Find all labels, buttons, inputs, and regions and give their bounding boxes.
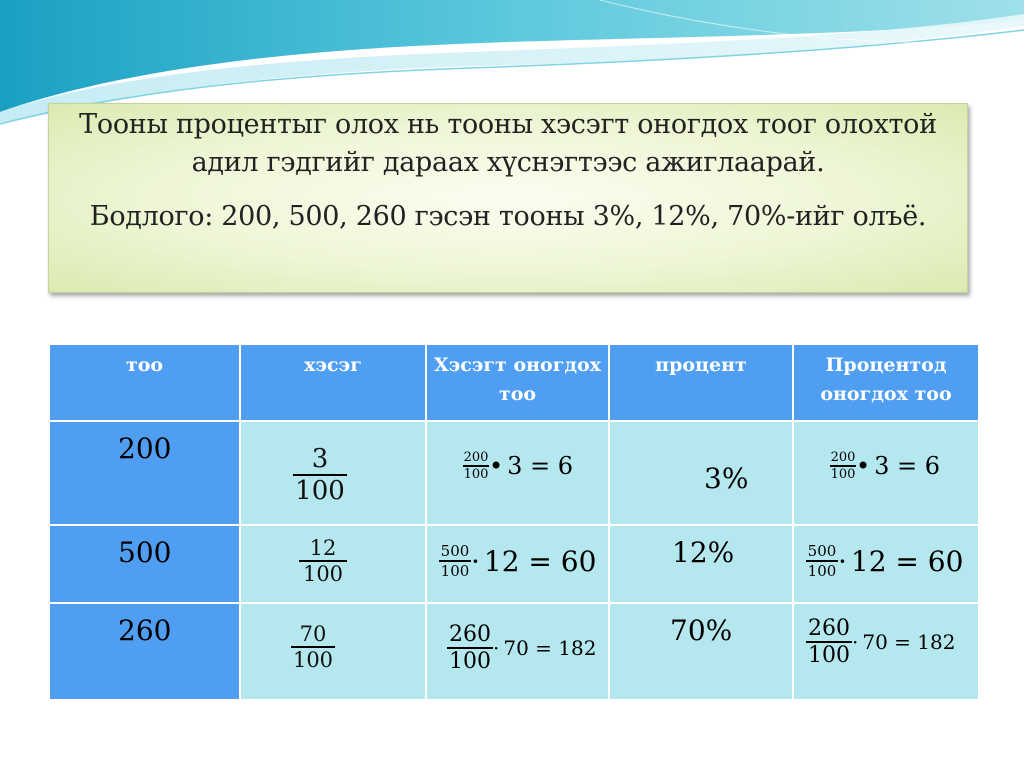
calc-fraction (439, 542, 471, 580)
percent-calc-expression (830, 450, 940, 482)
multiply-sign: • (856, 452, 871, 480)
percent-value: 70% (670, 614, 733, 647)
part-fraction (291, 622, 335, 672)
fraction-numerator: 70 (299, 622, 327, 646)
percent-calc-result: 12 = 60 (850, 544, 964, 578)
fraction-numerator: 3 (311, 444, 329, 474)
multiply-sign: • (489, 452, 504, 480)
percent-calc-expression (806, 542, 963, 580)
part-cell (240, 603, 426, 700)
percent-calc-cell (793, 421, 979, 525)
fraction-denominator: 100 (292, 648, 334, 672)
fraction-denominator: 100 (808, 643, 850, 668)
calc-expression (447, 622, 596, 674)
multiply-sign: · (471, 544, 480, 578)
percent-calc-result: 3 = 6 (874, 452, 941, 480)
header-part: хэсэг (240, 344, 426, 421)
calc-fraction (463, 450, 489, 482)
fraction-denominator: 100 (302, 562, 344, 586)
fraction-denominator: 100 (830, 467, 856, 482)
fraction-numerator: 260 (449, 622, 491, 647)
table-row (49, 525, 979, 603)
calc-result: 12 = 60 (483, 544, 597, 578)
part-fraction (293, 444, 347, 506)
problem-statement-box (48, 103, 968, 293)
calc-cell (426, 525, 609, 603)
percent-value: 12% (672, 536, 735, 569)
percent-calc-cell (793, 603, 979, 700)
multiply-sign: · (852, 630, 859, 654)
header-part-value: Хэсэгт оногдох тоо (426, 344, 609, 421)
table-header-row (49, 344, 979, 421)
multiply-sign: · (838, 544, 847, 578)
percent-calc-result: 70 = 182 (862, 630, 956, 654)
header-percent-value: Процентод оногдох тоо (793, 344, 979, 421)
fraction-denominator: 100 (463, 467, 489, 482)
percent-calc-fraction (830, 450, 856, 482)
calc-expression (463, 450, 573, 482)
fraction-denominator: 100 (295, 476, 345, 506)
calc-cell (426, 603, 609, 700)
fraction-numerator: 500 (440, 542, 470, 560)
calc-result: 3 = 6 (507, 452, 574, 480)
part-fraction (299, 536, 347, 586)
percent-calc-expression (806, 616, 955, 668)
percent-cell (609, 525, 793, 603)
fraction-numerator: 260 (808, 616, 850, 641)
calc-cell (426, 421, 609, 525)
part-cell (240, 525, 426, 603)
fraction-denominator: 100 (807, 562, 837, 580)
percent-cell (609, 603, 793, 700)
fraction-numerator: 12 (309, 536, 337, 560)
calc-result: 70 = 182 (503, 636, 597, 660)
fraction-denominator: 100 (440, 562, 470, 580)
percent-table (48, 343, 980, 701)
percent-calc-cell (793, 525, 979, 603)
percent-cell (609, 421, 793, 525)
multiply-sign: · (493, 636, 500, 660)
fraction-numerator: 200 (463, 450, 489, 465)
table-row (49, 421, 979, 525)
calc-fraction (447, 622, 493, 674)
row-number: 200 (49, 421, 240, 525)
header-number: тоо (49, 344, 240, 421)
problem-text: Бодлого: 200, 500, 260 гэсэн тооны 3%, 12%, 70%-ийг олъё. (89, 201, 927, 232)
percent-calc-fraction (806, 542, 838, 580)
fraction-denominator: 100 (449, 649, 491, 674)
row-number: 500 (49, 525, 240, 603)
intro-text: Тооны процентыг олох нь тооны хэсэгт оногдох тоог олохтой адил гэдгийг дараах хүснэгтээс ажиглаарай. (79, 109, 937, 178)
table-row (49, 603, 979, 700)
row-number: 260 (49, 603, 240, 700)
part-cell (240, 421, 426, 525)
fraction-numerator: 500 (807, 542, 837, 560)
percent-calc-fraction (806, 616, 852, 668)
header-percent: процент (609, 344, 793, 421)
percent-value: 3% (704, 462, 749, 495)
calc-expression (439, 542, 596, 580)
fraction-numerator: 200 (830, 450, 856, 465)
